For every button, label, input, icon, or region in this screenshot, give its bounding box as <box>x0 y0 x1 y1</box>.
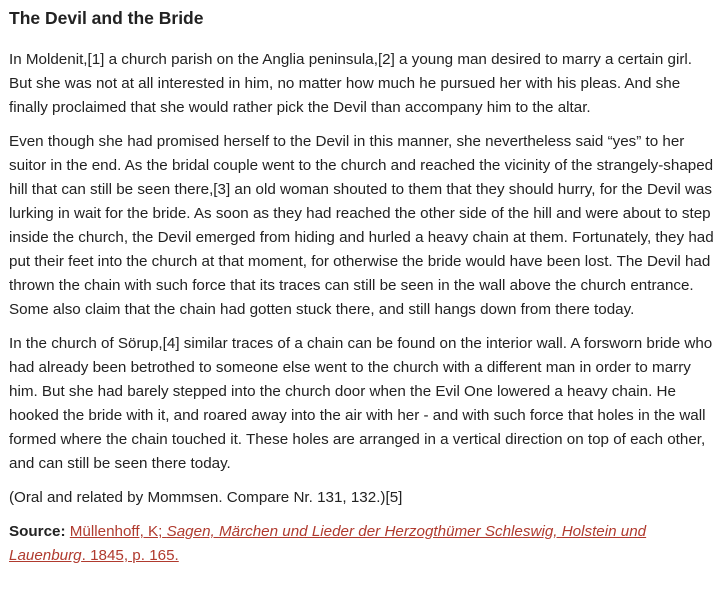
source-details: . 1845, p. 165. <box>81 547 179 564</box>
paragraph-1: In Moldenit,[1] a church parish on the Anglia peninsula,[2] a young man desired to marry a certain girl. But she was not at all interested in him, no matter how much he pursued her with his pleas. And she finally proclaimed that she would rather pick the Devil than accompany him to the altar. <box>9 51 692 116</box>
paragraph-3: In the church of Sörup,[4] similar traces of a chain can be found on the interior wall. A forsworn bride who had already been betrothed to someone else went to the church with a different man in order to marry him. But she had barely stepped into the church door when the Evil One lowered a heavy chain. He hooked the bride with it, and roared away into the air with her - and with such force that holes in the wall formed where the chain touched it. These holes are arranged in a vertical direction on top of each other, and can still be seen there today. <box>9 335 713 472</box>
article-title: The Devil and the Bride <box>9 8 204 28</box>
source-work: Sagen, Märchen und Lieder der Herzogthümer Schleswig, Holstein und Lauenburg <box>9 523 647 564</box>
source-label: Source: <box>9 523 66 540</box>
source-link[interactable] <box>9 523 646 564</box>
source-citation <box>9 520 718 568</box>
paragraph-4: (Oral and related by Mommsen. Compare Nr. 131, 132.)[5] <box>9 489 403 506</box>
source-author: Müllenhoff, K; <box>69 523 163 540</box>
paragraph-2: Even though she had promised herself to the Devil in this manner, she nevertheless said “yes” to her suitor in the end. As the bridal couple went to the church and reached the vicinity of the strangely-shaped hill that can still be seen there,[3] an old woman shouted to them that they should hurry, for the Devil was lurking in wait for the bride. As soon as they had reached the other side of the hill and were about to step inside the church, the Devil emerged from hiding and hurled a heavy chain at them. Fortunately, they had put their feet into the church at that moment, for otherwise the bride would have been lost. The Devil had thrown the chain with such force that its traces can still be seen in the wall above the church entrance. Some also claim that the chain had gotten stuck there, and still hangs down from there today. <box>9 133 714 318</box>
